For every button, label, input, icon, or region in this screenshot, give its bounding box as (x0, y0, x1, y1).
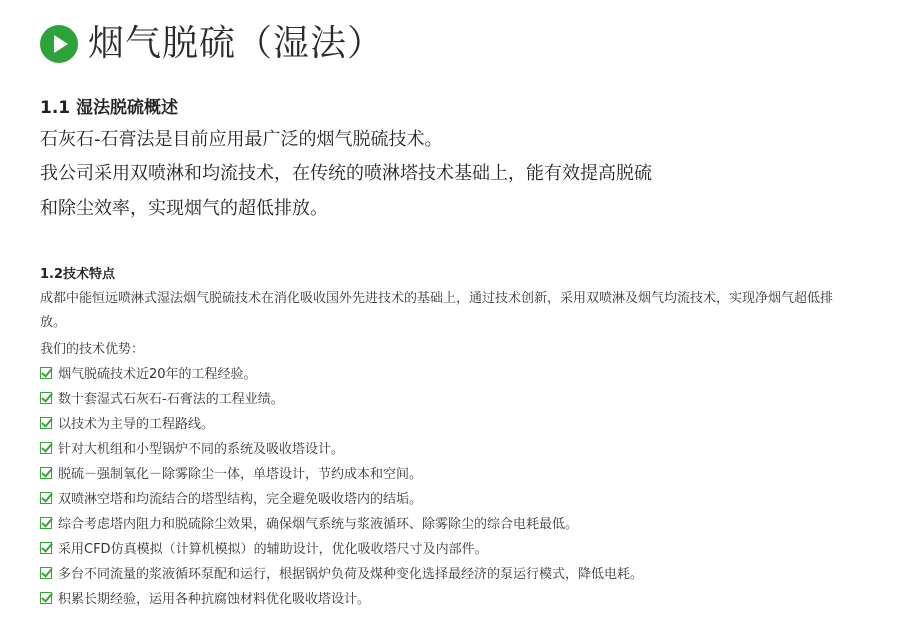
checkbox-checked-icon (40, 367, 52, 379)
feature-text: 采用CFD仿真模拟（计算机模拟）的辅助设计，优化吸收塔尺寸及内部件。 (58, 542, 488, 557)
feature-item (40, 410, 643, 435)
checkbox-checked-icon (40, 567, 52, 579)
feature-text: 综合考虑塔内阻力和脱硫除尘效果，确保烟气系统与浆液循环、除雾除尘的综合电耗最低。 (58, 517, 579, 532)
feature-text: 针对大机组和小型锅炉不同的系统及吸收塔设计。 (58, 442, 345, 457)
feature-item (40, 585, 643, 610)
feature-item (40, 485, 643, 510)
feature-text: 脱硫－强制氧化－除雾除尘一体，单塔设计，节约成本和空间。 (58, 467, 423, 482)
page-title: 烟气脱硫（湿法） (88, 23, 385, 64)
feature-text: 多台不同流量的浆液循环泵配和运行，根据锅炉负荷及煤种变化选择最经济的泵运行模式，降低电耗。 (58, 567, 644, 582)
feature-text: 积累长期经验，运用各种抗腐蚀材料优化吸收塔设计。 (58, 592, 371, 607)
checkbox-checked-icon (40, 592, 52, 604)
checkbox-checked-icon (40, 492, 52, 504)
feature-item (40, 460, 643, 485)
feature-item (40, 385, 643, 410)
feature-item (40, 360, 643, 385)
checkbox-checked-icon (40, 392, 52, 404)
intro-line: 我公司采用双喷淋和均流技术，在传统的喷淋塔技术基础上，能有效提高脱硫 (40, 163, 652, 184)
section-1-heading: 1.1 湿法脱硫概述 (40, 98, 179, 118)
play-circle-icon (40, 25, 78, 63)
feature-text: 烟气脱硫技术近20年的工程经验。 (58, 367, 257, 382)
feature-text: 双喷淋空塔和均流结合的塔型结构，完全避免吸收塔内的结垢。 (58, 492, 423, 507)
feature-item (40, 535, 643, 560)
feature-item (40, 560, 643, 585)
feature-item (40, 435, 643, 460)
page-header (40, 18, 384, 70)
feature-list (40, 360, 643, 610)
feature-text: 数十套湿式石灰石-石膏法的工程业绩。 (58, 392, 284, 407)
feature-text: 以技术为主导的工程路线。 (58, 417, 215, 432)
intro-line: 石灰石-石膏法是目前应用最广泛的烟气脱硫技术。 (40, 129, 443, 150)
feature-item (40, 510, 643, 535)
section-2-paragraph: 成都中能恒远喷淋式湿法烟气脱硫技术在消化吸收国外先进技术的基础上，通过技术创新，采用双喷淋及烟气均流技术，实现净烟气超低排放。 (40, 291, 834, 330)
intro-line: 和除尘效率，实现烟气的超低排放。 (40, 198, 328, 219)
checkbox-checked-icon (40, 542, 52, 554)
checkbox-checked-icon (40, 417, 52, 429)
checkbox-checked-icon (40, 467, 52, 479)
checkbox-checked-icon (40, 442, 52, 454)
section-2-heading: 1.2技术特点 (40, 267, 116, 282)
checkbox-checked-icon (40, 517, 52, 529)
advantages-label: 我们的技术优势： (40, 342, 145, 357)
